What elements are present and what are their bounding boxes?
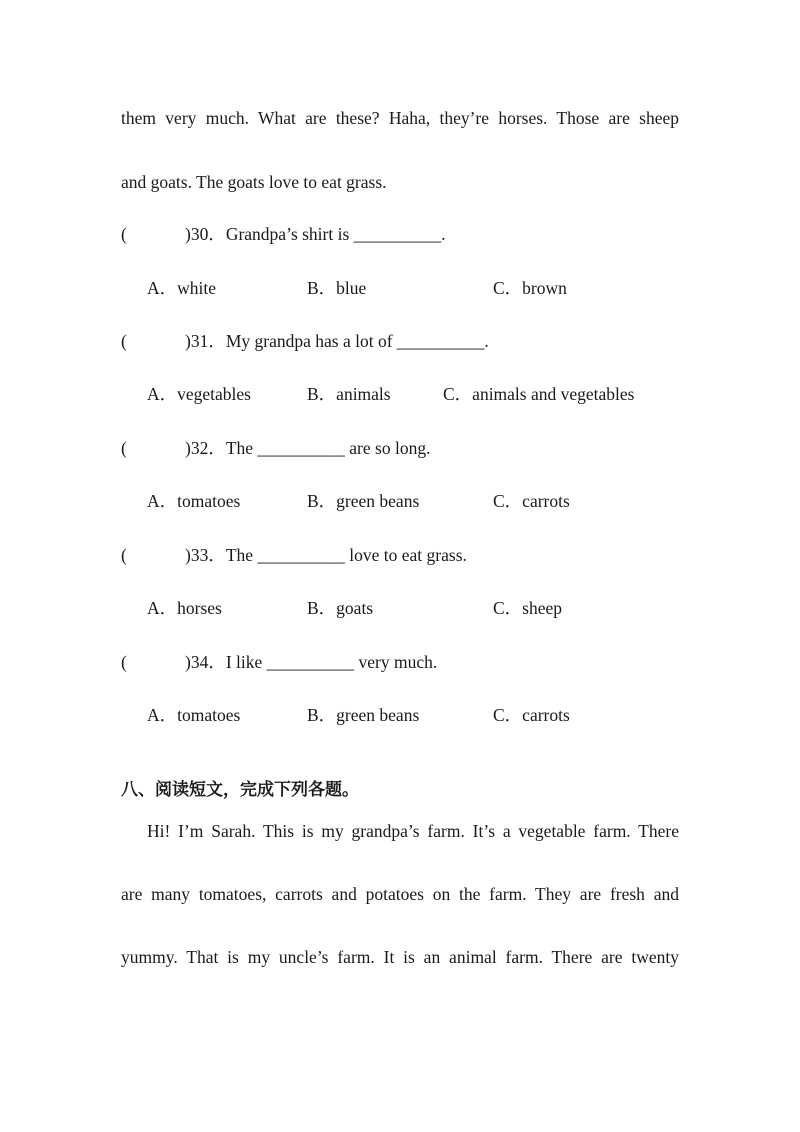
reading-line-1: Hi! I’m Sarah. This is my grandpa’s farm. It’s a vegetable farm. There: [147, 821, 679, 841]
question-30-text: )30．Grandpa’s shirt is __________.: [185, 224, 446, 244]
section-heading: 八、阅读短文，完成下列各题。: [121, 780, 359, 800]
answer-blank-33[interactable]: (: [121, 545, 127, 565]
option-c: C．sheep: [493, 598, 563, 618]
option-c: C．animals and vegetables: [443, 384, 635, 404]
question-30: [121, 222, 446, 246]
question-34-text: )34．I like __________ very much.: [185, 652, 438, 672]
question-31: [121, 329, 489, 353]
answer-blank-30[interactable]: (: [121, 224, 127, 244]
option-a: A．tomatoes: [147, 491, 241, 511]
question-33: [121, 543, 467, 567]
reading-line-2: are many tomatoes, carrots and potatoes on the farm. They are fresh and: [121, 884, 679, 904]
answer-blank-32[interactable]: (: [121, 438, 127, 458]
question-32-text: )32．The __________ are so long.: [185, 438, 431, 458]
question-32: [121, 436, 430, 460]
answer-blank-34[interactable]: (: [121, 652, 127, 672]
option-a: A．horses: [147, 598, 222, 618]
option-b: B．animals: [307, 384, 391, 404]
option-c: C．brown: [493, 278, 567, 298]
option-b: B．goats: [307, 598, 374, 618]
option-b: B．blue: [307, 278, 367, 298]
passage-line-2: and goats. The goats love to eat grass.: [121, 172, 387, 192]
option-a: A．vegetables: [147, 384, 251, 404]
question-31-text: )31．My grandpa has a lot of __________.: [185, 331, 489, 351]
option-c: C．carrots: [493, 491, 570, 511]
question-34: [121, 650, 437, 674]
option-b: B．green beans: [307, 705, 420, 725]
option-a: A．tomatoes: [147, 705, 241, 725]
reading-line-3: yummy. That is my uncle’s farm. It is an animal farm. There are twenty: [121, 947, 679, 967]
answer-blank-31[interactable]: (: [121, 331, 127, 351]
option-c: C．carrots: [493, 705, 570, 725]
option-b: B．green beans: [307, 491, 420, 511]
question-33-text: )33．The __________ love to eat grass.: [185, 545, 467, 565]
option-a: A．white: [147, 278, 217, 298]
passage-line-1: them very much. What are these? Haha, they’re horses. Those are sheep: [121, 108, 679, 128]
